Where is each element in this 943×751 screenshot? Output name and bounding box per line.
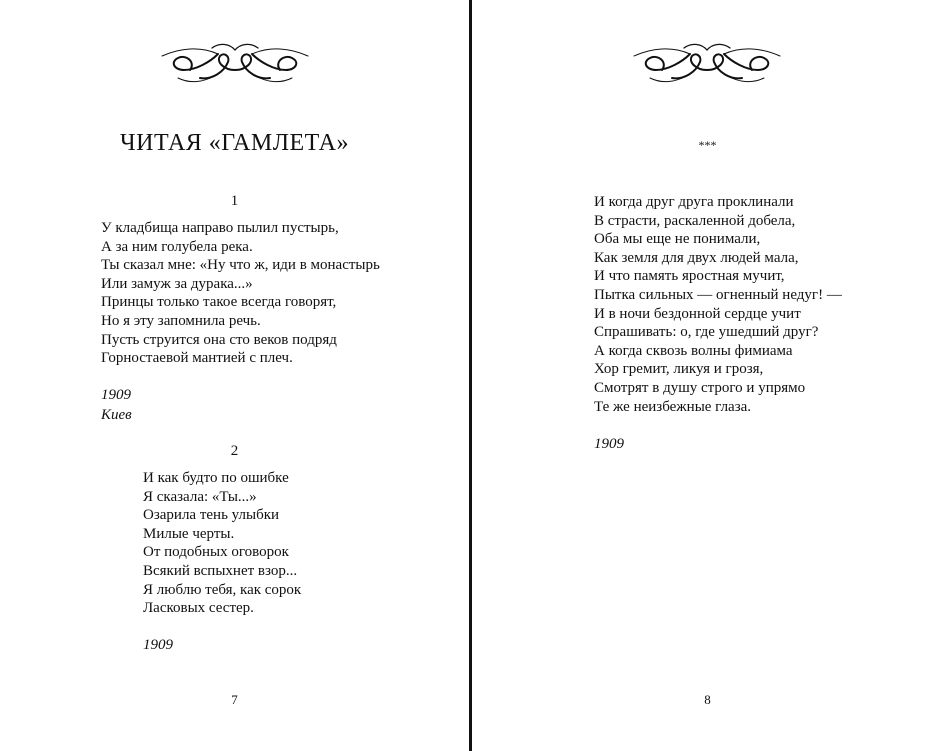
poem-line: И что память яростная мучит,: [594, 268, 785, 285]
poem-line: Пусть струится она сто веков подряд: [101, 331, 337, 348]
poem-date: 1909: [143, 637, 173, 653]
poem-line: Милые черты.: [143, 525, 235, 542]
scroll-flourish-ornament-icon: [160, 40, 310, 86]
poem-line: И в ночи бездонной сердце учит: [594, 305, 801, 322]
poem-date: 1909: [101, 387, 131, 403]
poem-untitled: [594, 193, 842, 416]
poem-line: Смотрят в душу строго и упрямо: [594, 379, 806, 396]
poem-section-2: [143, 469, 301, 618]
poem-line: В страсти, раскаленной добела,: [594, 212, 796, 229]
poem-date: 1909: [594, 436, 624, 452]
poem-line: Но я эту запомнила речь.: [101, 312, 261, 329]
poem-line: Хор гремит, ликуя и грозя,: [594, 361, 764, 378]
poem-line: Принцы только такое всегда говорят,: [101, 294, 337, 311]
page-number: 7: [231, 692, 238, 707]
poem-line: Я люблю тебя, как сорок: [143, 581, 302, 598]
poem-line: Горностаевой мантией с плеч.: [101, 350, 293, 367]
poem-line: И когда друг друга проклинали: [594, 194, 794, 210]
page-number: 8: [704, 692, 711, 707]
section-number-1: 1: [230, 193, 239, 209]
poem-line: Как земля для двух людей мала,: [594, 249, 799, 266]
poem-line: Ты сказал мне: «Ну что ж, иди в монастырь: [101, 257, 380, 274]
poem-line: У кладбища направо пылил пустырь,: [101, 220, 339, 236]
poem-line: Ласковых сестер.: [143, 600, 254, 617]
scroll-flourish-ornament-icon: [632, 40, 782, 86]
poem-line: И как будто по ошибке: [143, 470, 289, 486]
left-page: [0, 0, 469, 751]
poem-line: Всякий вспыхнет взор...: [143, 562, 298, 579]
right-page: [472, 0, 943, 751]
poem-line: Пытка сильных — огненный недуг! —: [594, 286, 842, 303]
section-number-2: 2: [230, 443, 239, 459]
poem-cycle-title: ЧИТАЯ «ГАМЛЕТА»: [120, 130, 349, 156]
poem-section-1: [101, 219, 380, 368]
poem-line: Те же неизбежные глаза.: [594, 398, 752, 415]
poem-line: А когда сквозь волны фимиама: [594, 342, 793, 359]
poem-line: Я сказала: «Ты...»: [143, 488, 257, 505]
poem-line: Спрашивать: о, где ушедший друг?: [594, 324, 819, 341]
poem-line: А за ним голубела река.: [101, 238, 253, 255]
poem-line: Оба мы еще не понимали,: [594, 231, 761, 248]
asterism-heading: ***: [698, 138, 717, 152]
poem-line: От подобных оговорок: [143, 544, 289, 561]
poem-line: Озарила тень улыбки: [143, 507, 280, 524]
poem-line: Или замуж за дурака...»: [101, 275, 253, 292]
poem-place: Киев: [101, 407, 132, 423]
